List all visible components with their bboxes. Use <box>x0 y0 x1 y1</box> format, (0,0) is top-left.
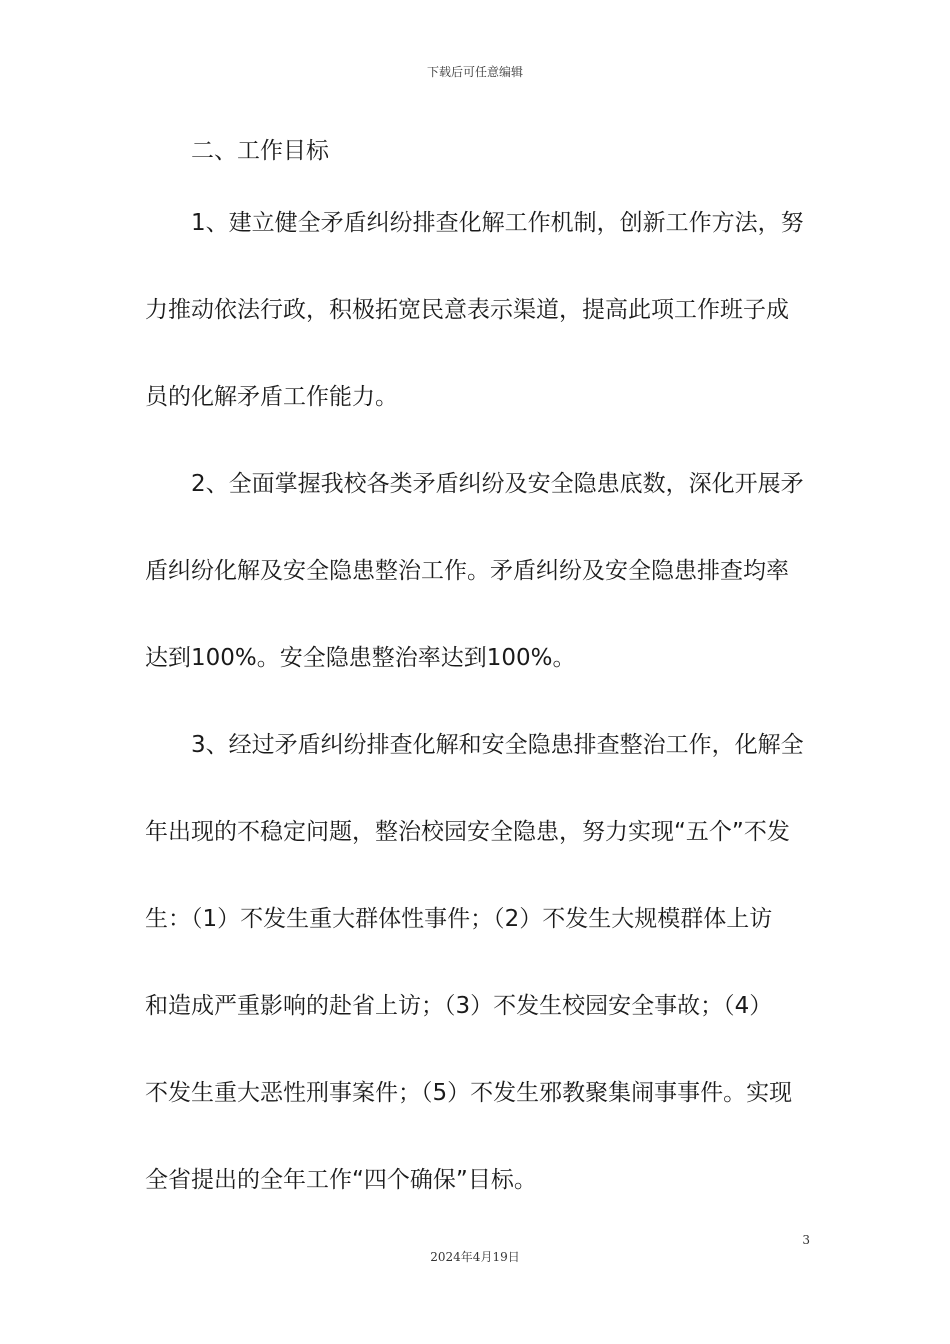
paragraph-line: 全省提出的全年工作“四个确保”目标。 <box>145 1167 537 1193</box>
paragraph-line: 2、全面掌握我校各类矛盾纠纷及安全隐患底数，深化开展矛 <box>191 471 804 497</box>
document-body <box>145 122 810 1224</box>
paragraph-line: 年出现的不稳定问题，整治校园安全隐患，努力实现“五个”不发 <box>145 819 790 845</box>
page-date: 2024年4月19日 <box>430 1250 520 1264</box>
page-number: 3 <box>802 1233 810 1247</box>
section-heading: 二、工作目标 <box>191 138 329 164</box>
paragraph-line: 达到100%。安全隐患整治率达到100%。 <box>145 645 576 671</box>
paragraph-line: 生：（1）不发生重大群体性事件；（2）不发生大规模群体上访 <box>145 906 773 932</box>
paragraph-2 <box>145 441 810 702</box>
page-header-note: 下载后可任意编辑 <box>426 65 523 79</box>
paragraph-line: 和造成严重影响的赴省上访；（3）不发生校园安全事故；（4） <box>145 993 773 1019</box>
paragraph-line: 力推动依法行政，积极拓宽民意表示渠道，提高此项工作班子成 <box>145 297 789 323</box>
paragraph-line: 3、经过矛盾纠纷排查化解和安全隐患排查整治工作，化解全 <box>191 732 804 758</box>
paragraph-line: 员的化解矛盾工作能力。 <box>145 384 398 410</box>
paragraph-1 <box>145 180 810 441</box>
paragraph-3 <box>145 702 810 1224</box>
paragraph-line: 盾纠纷化解及安全隐患整治工作。矛盾纠纷及安全隐患排查均率 <box>145 558 789 584</box>
paragraph-line: 1、建立健全矛盾纠纷排查化解工作机制，创新工作方法，努 <box>191 210 804 236</box>
paragraph-line: 不发生重大恶性刑事案件；（5）不发生邪教聚集闹事事件。实现 <box>145 1080 793 1106</box>
